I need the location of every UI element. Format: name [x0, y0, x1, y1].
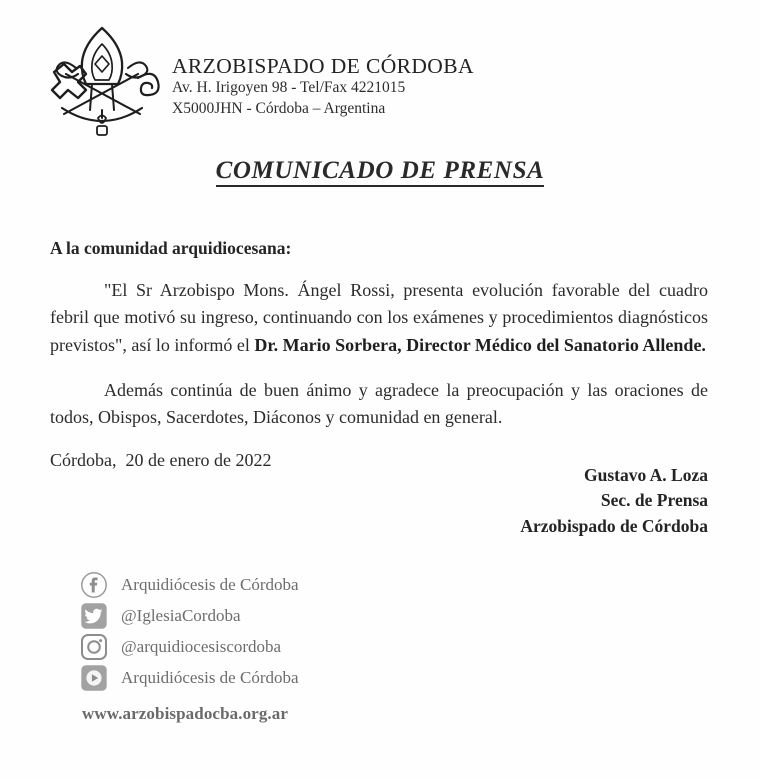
salutation: A la comunidad arquidiocesana: [50, 238, 292, 258]
social-label-twitter: @IglesiaCordoba [121, 605, 241, 625]
organization-address-line-1: Av. H. Irigoyen 98 - Tel/Fax 4221015 [172, 79, 406, 97]
website-url[interactable]: www.arzobispadocba.org.ar [82, 704, 289, 723]
signature-name: Gustavo A. Loza [584, 465, 708, 485]
social-label-youtube: Arquidiócesis de Córdoba [121, 667, 299, 687]
instagram-icon [80, 633, 108, 661]
paragraph-thanks: Además continúa de buen ánimo y agradece la preocupación y las oraciones de todos, Obispos, Sacerdotes, Diáconos y comunidad en general. [50, 380, 708, 428]
letterhead [0, 18, 760, 140]
social-label-instagram: @arquidiocesiscordoba [121, 636, 282, 656]
social-item-instagram[interactable] [80, 632, 420, 661]
organization-name: ARZOBISPADO DE CÓRDOBA [172, 54, 474, 78]
social-item-twitter[interactable] [80, 601, 420, 630]
bishop-coat-of-arms-icon [34, 22, 170, 140]
social-item-facebook[interactable] [80, 570, 420, 599]
social-label-facebook: Arquidiócesis de Córdoba [121, 574, 299, 594]
twitter-icon [80, 602, 108, 630]
signature-block [408, 463, 708, 539]
signature-role: Sec. de Prensa [600, 490, 708, 511]
dateline: Córdoba, 20 de enero de 2022 [50, 449, 272, 470]
organization-address-line-2: X5000JHN - Córdoba – Argentina [172, 99, 386, 117]
facebook-icon [80, 571, 108, 599]
youtube-icon [80, 664, 108, 692]
social-footer [80, 570, 420, 724]
document-body [50, 238, 708, 471]
document-title [0, 157, 760, 185]
paragraph-statement-text: "El Sr Arzobispo Mons. Ángel Rossi, presenta evolución favorable del cuadro febril que motivó su ingreso, continuando con los exámenes y procedimientos diagnósticos previstos", así lo informó el [50, 280, 708, 355]
paragraph-statement-attribution: Dr. Mario Sorbera, Director Médico del Sanatorio Allende. [254, 334, 706, 355]
organization-block [172, 54, 592, 119]
signature-organization: Arzobispado de Córdoba [520, 515, 708, 536]
paragraph-statement [50, 277, 708, 359]
document-title-text: COMUNICADO DE PRENSA [216, 157, 545, 187]
social-item-youtube[interactable] [80, 663, 420, 692]
